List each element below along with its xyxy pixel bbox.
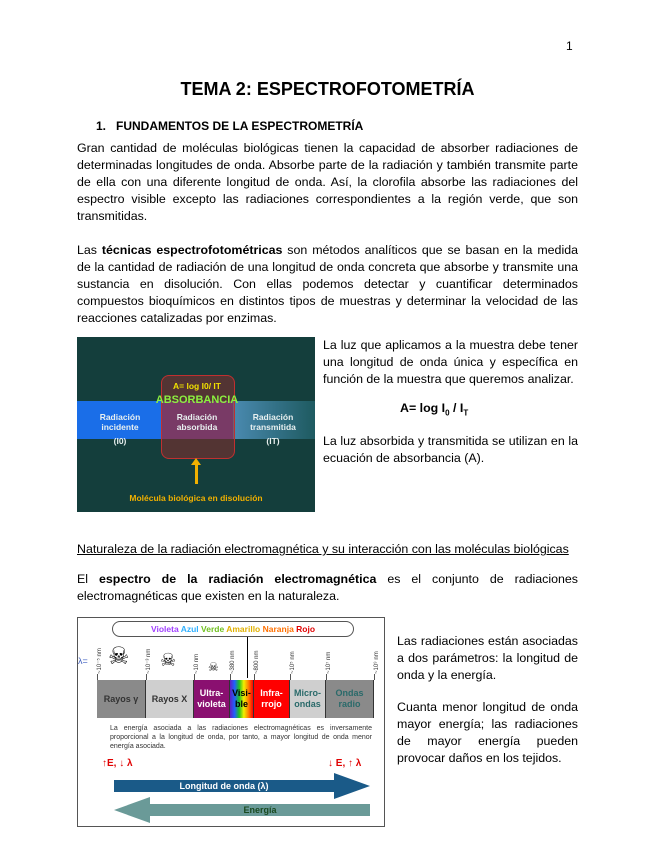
subscript: T [463, 408, 469, 418]
tick-label: ~10⁻³ nm [146, 648, 152, 674]
page-title: TEMA 2: ESPECTROFOTOMETRÍA [180, 79, 475, 99]
section-heading: 1. FUNDAMENTOS DE LA ESPECTROMETRÍA [96, 119, 364, 133]
absorbance-row [77, 337, 578, 512]
color-name: Amarillo [226, 624, 263, 634]
color-name: Violeta [150, 624, 181, 634]
paragraph-parameters: Las radiaciones están asociadas a dos parámetros: la longitud de onda y la energía. [397, 634, 578, 682]
molecule-label: Molécula biológica en disolución [129, 493, 263, 503]
skull-icon: ☠ [108, 643, 130, 670]
bold-term: técnicas espectrofotométricas [101, 243, 283, 257]
subscript: 0 [445, 408, 450, 418]
incident-label: Radiación incidente [99, 412, 141, 432]
low-energy-label: ↓ E, ↑ λ [328, 758, 362, 769]
wavelength-arrow: Longitud de onda (λ) [114, 780, 334, 792]
paragraph-absorbed: La luz absorbida y transmitida se utilizan en la ecuación de absorbancia (A). [323, 434, 578, 466]
arrow-up-icon [195, 462, 198, 484]
high-energy-label: ↑E, ↓ λ [102, 758, 133, 769]
color-name: Naranja [262, 624, 297, 634]
text: / I [449, 401, 464, 415]
paragraph-techniques [77, 242, 578, 327]
energy-arrow: Energía [150, 804, 370, 816]
formula-label: A= log I0/ IT [173, 381, 221, 391]
tick-label: ~10⁹ nm [374, 651, 380, 674]
color-name: Verde [201, 624, 227, 634]
band-3: Visi-ble [230, 680, 254, 718]
tick-label: ~10⁻⁵ nm [97, 648, 103, 674]
tick-label: ~10 nm [194, 653, 200, 674]
pointer-line [247, 637, 248, 678]
paragraph-spectrum [77, 571, 578, 605]
absorbancia-label: ABSORBANCIA [155, 394, 239, 406]
skull-icon: ☠ [208, 660, 219, 674]
absorbance-formula [400, 400, 578, 421]
absorbed-label: Radiación absorbida [176, 412, 218, 432]
arrowhead [334, 773, 370, 799]
transmitted-label: Radiación transmitida [250, 412, 296, 432]
band-2: Ultra-violeta [194, 680, 230, 718]
absorbance-figure [77, 337, 315, 512]
visible-colors [112, 621, 354, 637]
text: Las [77, 243, 102, 257]
spectrum-text [397, 617, 578, 767]
text: es el conjunto de radiaciones electromagnéticas que existen en la naturaleza. [77, 572, 578, 603]
text: son métodos analíticos que se basan en la medida de la cantidad de radiación de una longitud de onda concreta que absorbe y transmite una sustancia en disolución. Con ellas podemos detectar y cuantificar determinados compuestos bioquímicos en distintos tipos de muestras y determinar la velocidad de las reacciones catalizadas por enzimas. [77, 243, 578, 325]
tick-label: ~380 nm [230, 650, 236, 674]
arrowhead [191, 458, 201, 465]
it-label: (IT) [266, 436, 280, 446]
content-column [77, 0, 578, 827]
spectrum-caption: La energía asociada a las radiaciones electromagnéticas es inversamente proporcional a la longitud de onda, por tanto, a mayor longitud de onda menor energía asociada. [110, 725, 372, 750]
band-4: Infra-rrojo [254, 680, 290, 718]
band-0: Rayos γ [97, 680, 146, 718]
spectrum-row [77, 617, 578, 827]
band-1: Rayos X [146, 680, 194, 718]
skull-icon: ☠ [160, 650, 177, 670]
tick-label: ~10⁷ nm [326, 651, 332, 674]
paragraph-intro: Gran cantidad de moléculas biológicas tienen la capacidad de absorber radiaciones de determinadas longitudes de onda. Absorbe parte de la radiación y también transmite parte de ella con una diferente longitud de onda. Así, la clorofila absorbe las radiaciones del espectro visible excepto las radiaciones correspondientes a la región verde, que son transmitidas. [77, 141, 578, 223]
tick-mark [374, 674, 375, 680]
color-name: Rojo [296, 624, 316, 634]
color-name: Azul [180, 624, 202, 634]
arrowhead [114, 797, 150, 823]
band-6: Ondas radio [326, 680, 374, 718]
bold-term: espectro de la radiación electromagnética [99, 572, 377, 586]
section-subtitle: Naturaleza de la radiación electromagnética y su interacción con las moléculas biológicas [77, 542, 569, 556]
lambda-label: λ= [78, 656, 88, 666]
spectrum-figure [77, 617, 385, 827]
absorbance-text [323, 337, 578, 467]
tick-label: ~800 nm [254, 650, 260, 674]
text: El [77, 572, 99, 586]
band-5: Micro-ondas [290, 680, 326, 718]
paragraph-energy: Cuanta menor longitud de onda mayor energía; las radiaciones de mayor energía pueden provocar daños en los tejidos. [397, 700, 578, 765]
i0-label: (I0) [113, 436, 127, 446]
paragraph-light: La luz que aplicamos a la muestra debe tener una longitud de onda única y específica en función de la muestra que queremos analizar. [323, 338, 578, 386]
tick-label: ~10⁵ nm [290, 651, 296, 674]
text: A= log I [400, 401, 446, 415]
page-number: 1 [566, 39, 573, 53]
